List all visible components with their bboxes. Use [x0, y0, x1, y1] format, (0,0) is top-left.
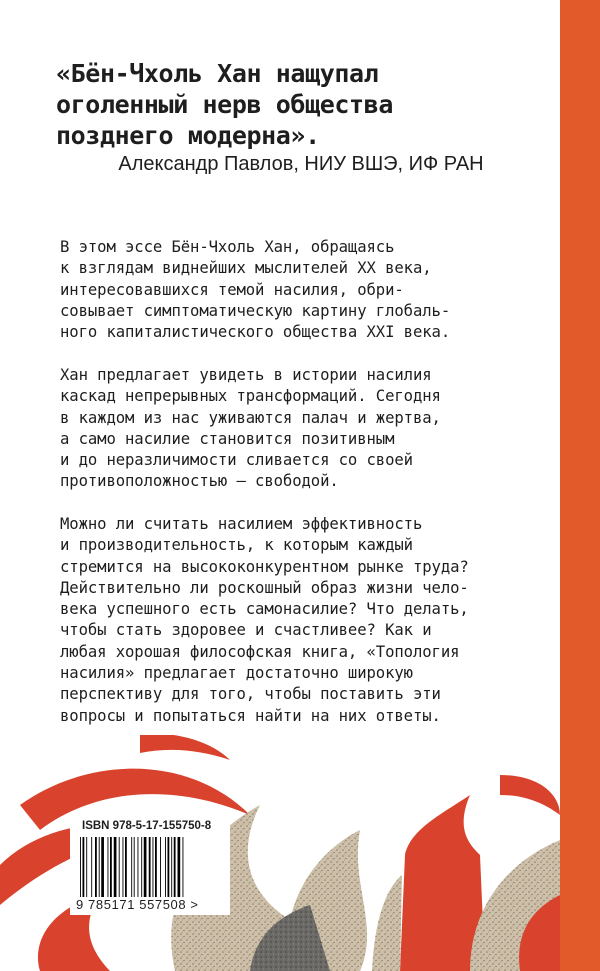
- concrete-flame-shape: [372, 875, 402, 971]
- paragraph-line: стремится на высококонкурентном рынке труда?: [60, 557, 469, 576]
- barcode-bar: [119, 837, 120, 897]
- barcode-bar: [131, 837, 132, 897]
- paragraph-line: насилия» предлагает достаточно широкую: [60, 664, 413, 683]
- barcode-bar: [80, 837, 81, 897]
- orange-spine-band: [560, 0, 600, 971]
- barcode-bar: [155, 837, 157, 897]
- barcode-bar: [153, 837, 154, 897]
- barcode-bar: [178, 837, 181, 897]
- barcode-bar: [110, 837, 112, 897]
- barcode-bar: [123, 837, 124, 897]
- barcode-bar: [183, 837, 184, 897]
- quote-line: оголенный нерв общества: [56, 90, 393, 119]
- paragraph-line: в каждом из нас уживаются палач и жертва,: [60, 408, 441, 427]
- barcode-bar: [141, 837, 142, 897]
- barcode-bar: [149, 837, 151, 897]
- description-paragraph-3: [60, 514, 530, 727]
- paragraph-line: и до неразличимости сливается со своей: [60, 451, 413, 470]
- paragraph-line: ного капиталистического общества XXI века.: [60, 323, 451, 342]
- red-flame-shape: [400, 795, 485, 971]
- barcode-bar: [174, 837, 176, 897]
- isbn-label: ISBN 978-5-17-155750-8: [82, 820, 212, 832]
- barcode-digits: 9 785171 557508 >: [76, 897, 199, 912]
- paragraph-line: и производительность, к которым каждый: [60, 536, 413, 555]
- barcode-bar: [108, 837, 109, 897]
- paragraph-line: вопросы и попытаться найти на них ответы.: [60, 706, 441, 725]
- barcode-bar: [125, 837, 127, 897]
- barcode-bar: [160, 837, 161, 897]
- paragraph-line: Действительно ли роскошный образ жизни чело-: [60, 578, 469, 597]
- paragraph-line: Можно ли считать насилием эффективность: [60, 515, 423, 533]
- quote-line: позднего модерна».: [56, 121, 320, 150]
- paragraph-line: к взглядам виднейших мыслителей XX века,: [60, 259, 432, 278]
- barcode-bar: [114, 837, 117, 897]
- barcode-bar: [144, 837, 147, 897]
- barcode-bar: [138, 837, 139, 897]
- paragraph-line: В этом эссе Бён-Чхоль Хан, обращаясь: [60, 238, 395, 256]
- barcode-bar: [86, 837, 87, 897]
- description-paragraph-1: [60, 237, 530, 343]
- paragraph-line: чтобы стать здоровее и счастливее? Как и: [60, 621, 432, 640]
- paragraph-line: а само насилие становится позитивным: [60, 429, 395, 448]
- barcode-bar: [168, 837, 170, 897]
- barcode-bar: [91, 837, 92, 897]
- paragraph-line: совывает симптоматическую картину глобаль-: [60, 301, 451, 320]
- paragraph-line: Хан предлагает увидеть в истории насилия: [60, 366, 432, 384]
- barcode-bar: [83, 837, 85, 897]
- paragraph-line: перспективу для того, чтобы поставить эти: [60, 685, 441, 704]
- description-paragraph-2: [60, 365, 530, 493]
- paragraph-line: любая хорошая философская книга, «Топология: [60, 642, 460, 661]
- paragraph-line: противоположностью – свободой.: [60, 472, 339, 491]
- barcode-bar: [165, 837, 166, 897]
- barcode-bar: [95, 837, 97, 897]
- red-flame-shape: [140, 735, 230, 760]
- barcode-bar: [99, 837, 100, 897]
- blurb-quote: [56, 58, 546, 151]
- paragraph-line: века успешного есть самонасилие? Что делать,: [60, 600, 469, 619]
- paragraph-line: каскад непрерывных трансформаций. Сегодня: [60, 387, 441, 406]
- barcode-bar: [171, 837, 172, 897]
- red-flame-shape: [500, 775, 560, 815]
- quote-attribution: Александр Павлов, НИУ ВШЭ, ИФ РАН: [118, 153, 484, 175]
- paragraph-line: интересовавшихся темой насилия, обри-: [60, 280, 404, 299]
- quote-line: «Бён-Чхоль Хан нащупал: [56, 59, 379, 88]
- barcode-bar: [134, 837, 135, 897]
- isbn-barcode-block: [70, 815, 230, 915]
- barcode-bar: [101, 837, 104, 897]
- barcode-bars: [78, 837, 224, 897]
